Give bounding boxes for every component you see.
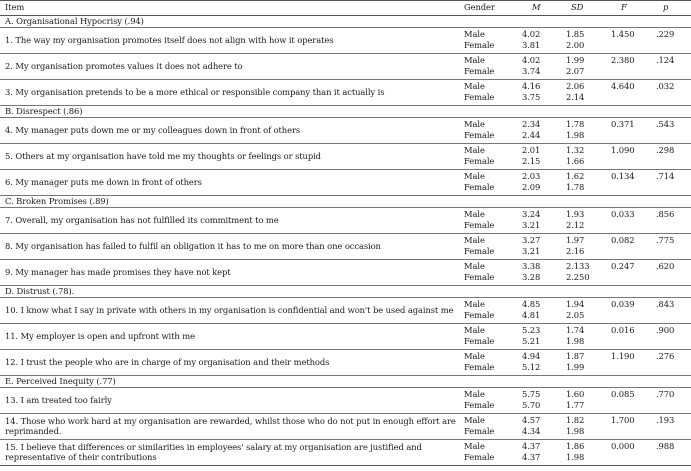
item-text: 6. My manager puts me down in front of others: [5, 177, 202, 187]
sd-female: 2.07: [566, 66, 585, 76]
gender-male: Male: [464, 29, 485, 39]
sd-male: 1.93: [566, 209, 585, 219]
table-header: [0, 0, 691, 16]
sd-male: 2.06: [566, 81, 585, 91]
item-text: 4. My manager puts down me or my colleagues down in front of others: [5, 125, 301, 135]
header-item: Item: [5, 2, 25, 12]
p-value: .298: [656, 145, 675, 155]
gender-female: Female: [464, 66, 495, 76]
gender-male: Male: [464, 299, 485, 309]
mean-female: 3.28: [522, 272, 541, 282]
table-row: [0, 118, 691, 144]
header-gender: Gender: [464, 2, 495, 12]
p-value: .856: [656, 209, 675, 219]
sd-female: 2.05: [566, 310, 585, 320]
p-value: .843: [656, 299, 675, 309]
p-value: .229: [656, 29, 675, 39]
table-row: [0, 208, 691, 234]
sd-male: 1.94: [566, 299, 585, 309]
table-body: [0, 16, 691, 466]
sd-male: 1.78: [566, 119, 585, 129]
sd-male: 1.99: [566, 55, 585, 65]
mean-female: 4.34: [522, 426, 541, 436]
table-row: [0, 170, 691, 196]
f-value: 1.090: [611, 145, 635, 155]
table-row: [0, 80, 691, 106]
mean-male: 4.85: [522, 299, 541, 309]
f-value: 4.640: [611, 81, 635, 91]
f-value: 1.190: [611, 351, 635, 361]
gender-male: Male: [464, 261, 485, 271]
sd-female: 2.00: [566, 40, 585, 50]
sd-female: 2.14: [566, 92, 585, 102]
gender-female: Female: [464, 156, 495, 166]
mean-female: 3.74: [522, 66, 541, 76]
f-value: 0.085: [611, 389, 635, 399]
section-header: [0, 286, 691, 298]
mean-male: 5.75: [522, 389, 541, 399]
mean-male: 2.03: [522, 171, 541, 181]
section-title: C. Broken Promises (.89): [5, 196, 109, 206]
item-text: 11. My employer is open and upfront with me: [5, 331, 195, 341]
table-row: [0, 324, 691, 350]
sd-male: 1.85: [566, 29, 585, 39]
mean-female: 4.37: [522, 452, 541, 462]
sd-male: 1.87: [566, 351, 585, 361]
gender-female: Female: [464, 182, 495, 192]
f-value: 0.371: [611, 119, 635, 129]
sd-female: 2.250: [566, 272, 590, 282]
mean-female: 4.81: [522, 310, 541, 320]
f-value: 0.134: [611, 171, 635, 181]
sd-female: 1.99: [566, 362, 585, 372]
f-value: 0.039: [611, 299, 635, 309]
p-value: .032: [656, 81, 675, 91]
item-text: 14. Those who work hard at my organisation are rewarded, whilst those who do not put in enough effort are reprimanded.: [5, 416, 456, 436]
sd-male: 1.62: [566, 171, 585, 181]
item-text: 3. My organisation pretends to be a more ethical or responsible company than it actually is: [5, 87, 385, 97]
f-value: 0.000: [611, 441, 635, 451]
item-text: 8. My organisation has failed to fulfil an obligation it has to me on more than one occasion: [5, 241, 381, 251]
sd-male: 1.86: [566, 441, 585, 451]
gender-male: Male: [464, 55, 485, 65]
mean-female: 5.21: [522, 336, 541, 346]
gender-male: Male: [464, 119, 485, 129]
gender-female: Female: [464, 400, 495, 410]
f-value: 1.450: [611, 29, 635, 39]
mean-male: 5.23: [522, 325, 541, 335]
p-value: .193: [656, 415, 675, 425]
f-value: 0.016: [611, 325, 635, 335]
mean-male: 4.02: [522, 29, 541, 39]
table-row: [0, 440, 691, 466]
mean-male: 3.38: [522, 261, 541, 271]
sd-female: 1.98: [566, 452, 585, 462]
item-text: 13. I am treated too fairly: [5, 395, 112, 405]
p-value: .543: [656, 119, 675, 129]
section-title: A. Organisational Hypocrisy (.94): [5, 16, 144, 26]
p-value: .988: [656, 441, 675, 451]
sd-female: 1.77: [566, 400, 585, 410]
mean-male: 3.24: [522, 209, 541, 219]
f-value: 0.082: [611, 235, 635, 245]
section-header: [0, 106, 691, 118]
gender-female: Female: [464, 220, 495, 230]
sd-male: 1.32: [566, 145, 585, 155]
mean-female: 2.44: [522, 130, 541, 140]
p-value: .714: [656, 171, 675, 181]
item-text: 12. I trust the people who are in charge of my organisation and their methods: [5, 357, 330, 367]
p-value: .770: [656, 389, 675, 399]
mean-male: 4.16: [522, 81, 541, 91]
gender-female: Female: [464, 452, 495, 462]
gender-male: Male: [464, 171, 485, 181]
sd-male: 1.60: [566, 389, 585, 399]
sd-female: 1.98: [566, 130, 585, 140]
section-title: B. Disrespect (.86): [5, 106, 83, 116]
gender-female: Female: [464, 362, 495, 372]
sd-male: 1.82: [566, 415, 585, 425]
sd-female: 2.16: [566, 246, 585, 256]
section-title: D. Distrust (.78).: [5, 286, 75, 296]
sd-male: 1.97: [566, 235, 585, 245]
section-header: [0, 376, 691, 388]
mean-male: 4.37: [522, 441, 541, 451]
item-text: 7. Overall, my organisation has not fulfilled its commitment to me: [5, 215, 279, 225]
mean-female: 5.70: [522, 400, 541, 410]
header-p: p: [663, 2, 669, 12]
gender-female: Female: [464, 92, 495, 102]
gender-male: Male: [464, 415, 485, 425]
gender-male: Male: [464, 235, 485, 245]
sd-male: 1.74: [566, 325, 585, 335]
header-mean: M: [532, 2, 541, 12]
mean-male: 4.57: [522, 415, 541, 425]
mean-female: 3.75: [522, 92, 541, 102]
gender-male: Male: [464, 209, 485, 219]
gender-female: Female: [464, 130, 495, 140]
table-row: [0, 144, 691, 170]
f-value: 2.380: [611, 55, 635, 65]
gender-female: Female: [464, 426, 495, 436]
item-text: 1. The way my organisation promotes itself does not align with how it operates: [5, 35, 334, 45]
mean-male: 3.27: [522, 235, 541, 245]
item-text: 15. I believe that differences or similarities in employees' salary at my organisation are justified and representative of their contributions: [5, 442, 422, 462]
item-text: 10. I know what I say in private with others in my organisation is confidential and won't be used against me: [5, 305, 454, 315]
table-row: [0, 388, 691, 414]
p-value: .276: [656, 351, 675, 361]
mean-male: 2.34: [522, 119, 541, 129]
mean-female: 5.12: [522, 362, 541, 372]
sd-female: 1.66: [566, 156, 585, 166]
gender-female: Female: [464, 246, 495, 256]
sd-male: 2.133: [566, 261, 590, 271]
header-sd: SD: [571, 2, 584, 12]
table-row: [0, 298, 691, 324]
gender-male: Male: [464, 351, 485, 361]
mean-male: 2.01: [522, 145, 541, 155]
section-header: [0, 196, 691, 208]
p-value: .620: [656, 261, 675, 271]
mean-female: 2.15: [522, 156, 541, 166]
gender-female: Female: [464, 336, 495, 346]
table-row: [0, 54, 691, 80]
mean-female: 3.81: [522, 40, 541, 50]
p-value: .775: [656, 235, 675, 245]
f-value: 0.033: [611, 209, 635, 219]
table-row: [0, 28, 691, 54]
gender-male: Male: [464, 325, 485, 335]
table-row: [0, 414, 691, 440]
sd-female: 1.98: [566, 426, 585, 436]
section-header: [0, 16, 691, 28]
gender-male: Male: [464, 389, 485, 399]
table-row: [0, 350, 691, 376]
header-f: F: [621, 2, 627, 12]
item-text: 5. Others at my organisation have told me my thoughts or feelings or stupid: [5, 151, 321, 161]
mean-female: 3.21: [522, 246, 541, 256]
mean-male: 4.02: [522, 55, 541, 65]
gender-male: Male: [464, 441, 485, 451]
f-value: 1.700: [611, 415, 635, 425]
item-text: 2. My organisation promotes values it does not adhere to: [5, 61, 243, 71]
table-row: [0, 260, 691, 286]
mean-male: 4.94: [522, 351, 541, 361]
f-value: 0.247: [611, 261, 635, 271]
gender-female: Female: [464, 40, 495, 50]
sd-female: 1.78: [566, 182, 585, 192]
table-row: [0, 234, 691, 260]
sd-female: 2.12: [566, 220, 585, 230]
gender-male: Male: [464, 145, 485, 155]
p-value: .124: [656, 55, 675, 65]
item-text: 9. My manager has made promises they have not kept: [5, 267, 231, 277]
mean-female: 3.21: [522, 220, 541, 230]
p-value: .900: [656, 325, 675, 335]
gender-female: Female: [464, 310, 495, 320]
gender-female: Female: [464, 272, 495, 282]
mean-female: 2.09: [522, 182, 541, 192]
section-title: E. Perceived Inequity (.77): [5, 376, 116, 386]
gender-male: Male: [464, 81, 485, 91]
sd-female: 1.98: [566, 336, 585, 346]
